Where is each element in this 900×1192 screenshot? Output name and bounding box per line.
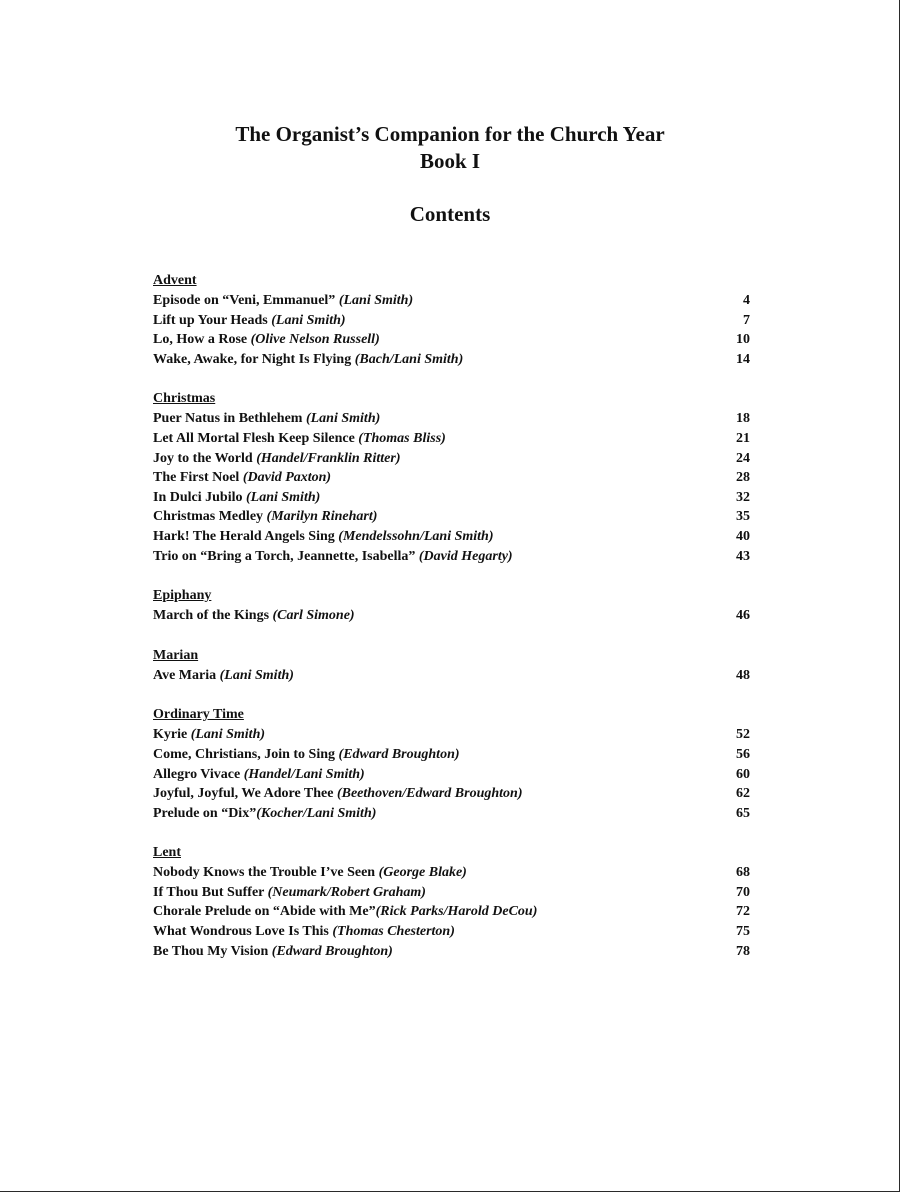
toc-section (153, 389, 750, 566)
entry-arranger: (Bach/Lani Smith) (354, 351, 464, 367)
toc-entry[interactable] (153, 468, 750, 488)
entry-title: Come, Christians, Join to Sing (153, 746, 339, 762)
toc-entry[interactable] (153, 883, 750, 903)
section-heading: Christmas (153, 391, 216, 407)
toc-entry[interactable] (153, 804, 750, 824)
entry-title: Ave Maria (153, 667, 220, 683)
toc-entry[interactable] (153, 291, 750, 311)
entry-title: March of the Kings (153, 608, 273, 624)
entry-arranger: (Marilyn Rinehart) (266, 509, 378, 525)
section-heading: Ordinary Time (153, 707, 244, 723)
entry-page-number: 24 (736, 450, 750, 466)
toc-entry[interactable] (153, 902, 750, 922)
entry-title: Kyrie (153, 727, 191, 743)
entry-name (153, 902, 537, 922)
entry-title: In Dulci Jubilo (153, 489, 246, 505)
entry-page-number: 4 (743, 293, 750, 308)
entry-name (153, 942, 393, 962)
entry-page-number: 70 (736, 884, 750, 900)
entry-name (153, 429, 446, 449)
entry-arranger: (George Blake) (378, 865, 467, 881)
entry-arranger: (Neumark/Robert Graham) (267, 884, 426, 900)
book-title: The Organist’s Companion for the Church Year (235, 122, 665, 146)
entry-arranger: (Carl Simone) (272, 608, 355, 624)
entry-arranger: (Thomas Chesterton) (332, 924, 455, 940)
toc-entry[interactable] (153, 429, 750, 449)
entry-name (153, 409, 380, 429)
entry-title: Joy to the World (153, 450, 257, 466)
entry-title: Trio on “Bring a Torch, Jeannette, Isabella” (153, 548, 419, 564)
entry-name (153, 507, 377, 527)
entry-arranger: (Thomas Bliss) (358, 430, 446, 446)
contents-heading: Contents (409, 202, 491, 226)
entry-page-number: 46 (736, 608, 750, 624)
entry-title: Be Thou My Vision (153, 943, 272, 959)
entry-page-number: 65 (736, 805, 750, 821)
entry-name (153, 488, 320, 508)
entry-name (153, 765, 365, 785)
entry-title: Episode on “Veni, Emmanuel” (153, 293, 339, 308)
entry-title: Let All Mortal Flesh Keep Silence (153, 430, 359, 446)
toc-entry[interactable] (153, 745, 750, 765)
entry-title: Allegro Vivace (153, 766, 244, 782)
entry-arranger: (Rick Parks/Harold DeCou) (375, 904, 538, 920)
section-heading: Lent (153, 845, 181, 861)
entry-title: Christmas Medley (153, 509, 267, 525)
toc-entry[interactable] (153, 725, 750, 745)
entry-name (153, 350, 463, 370)
toc-entry[interactable] (153, 350, 750, 370)
toc-entry[interactable] (153, 765, 750, 785)
entry-name (153, 666, 294, 686)
toc-entry[interactable] (153, 863, 750, 883)
entry-title: Wake, Awake, for Night Is Flying (153, 351, 355, 367)
entry-page-number: 32 (736, 489, 750, 505)
entry-title: What Wondrous Love Is This (153, 924, 333, 940)
toc-section (153, 586, 750, 626)
entry-arranger: (David Hegarty) (418, 548, 513, 564)
entry-name (153, 291, 413, 311)
entry-page-number: 62 (736, 786, 750, 802)
entry-title: Lift up Your Heads (153, 312, 272, 328)
entry-title: The First Noel (153, 470, 243, 486)
entry-title: Chorale Prelude on “Abide with Me” (153, 904, 376, 920)
section-heading: Advent (153, 273, 197, 288)
entry-arranger: (Edward Broughton) (338, 746, 460, 762)
entry-page-number: 14 (736, 351, 750, 367)
entry-page-number: 7 (743, 312, 750, 328)
section-heading: Marian (153, 647, 199, 663)
entry-page-number: 21 (736, 430, 750, 446)
entry-title: Lo, How a Rose (153, 332, 251, 348)
entry-title: Nobody Knows the Trouble I’ve Seen (153, 865, 379, 881)
entry-name (153, 449, 401, 469)
entry-arranger: (Lani Smith) (271, 312, 346, 328)
entry-page-number: 52 (736, 727, 750, 743)
entry-arranger: (Handel/Lani Smith) (243, 766, 365, 782)
toc-entry[interactable] (153, 547, 750, 567)
entry-arranger: (Lani Smith) (245, 489, 321, 505)
entry-arranger: (David Paxton) (242, 470, 332, 486)
entry-page-number: 60 (736, 766, 750, 782)
toc-entry[interactable] (153, 311, 750, 331)
entry-name (153, 527, 493, 547)
entry-page-number: 56 (736, 746, 750, 762)
entry-name (153, 863, 467, 883)
entry-page-number: 28 (736, 470, 750, 486)
toc-entry[interactable] (153, 449, 750, 469)
entry-title: Puer Natus in Bethlehem (153, 411, 306, 427)
book-volume: Book I (419, 149, 481, 173)
toc-entry[interactable] (153, 666, 750, 686)
entry-name (153, 606, 355, 626)
toc-section (153, 646, 750, 686)
entry-arranger: (Handel/Franklin Ritter) (256, 450, 401, 466)
entry-arranger: (Edward Broughton) (271, 943, 393, 959)
entry-name (153, 547, 513, 567)
entry-arranger: (Lani Smith) (190, 727, 266, 743)
entry-arranger: (Lani Smith) (305, 411, 381, 427)
entry-name (153, 883, 426, 903)
entry-name (153, 745, 460, 765)
toc-entry[interactable] (153, 330, 750, 350)
entry-page-number: 72 (736, 904, 750, 920)
entry-name (153, 922, 455, 942)
entry-arranger: (Lani Smith) (219, 667, 294, 683)
toc-entry[interactable] (153, 527, 750, 547)
section-heading: Epiphany (153, 588, 212, 604)
entry-page-number: 18 (736, 411, 750, 427)
toc-entry[interactable] (153, 488, 750, 508)
entry-arranger: (Kocher/Lani Smith) (256, 805, 377, 821)
entry-title: If Thou But Suffer (153, 884, 268, 900)
toc-entry[interactable] (153, 507, 750, 527)
entry-page-number: 43 (736, 548, 750, 564)
entry-page-number: 35 (736, 509, 750, 525)
toc-entry[interactable] (153, 922, 750, 942)
toc-entry[interactable] (153, 942, 750, 962)
entry-name (153, 725, 265, 745)
entry-page-number: 75 (736, 924, 750, 940)
entry-page-number: 40 (736, 528, 750, 544)
entry-page-number: 78 (736, 943, 750, 959)
entry-page-number: 48 (736, 667, 750, 683)
toc-section (153, 271, 750, 369)
entry-arranger: (Lani Smith) (338, 293, 414, 308)
toc-section (153, 705, 750, 823)
entry-title: Prelude on “Dix” (153, 805, 257, 821)
entry-title: Joyful, Joyful, We Adore Thee (153, 786, 337, 802)
entry-name (153, 784, 523, 804)
toc-entry[interactable] (153, 606, 750, 626)
entry-name (153, 311, 346, 331)
toc-entry[interactable] (153, 409, 750, 429)
title-block (0, 121, 900, 175)
entry-arranger: (Beethoven/Edward Broughton) (336, 786, 523, 802)
entry-title: Hark! The Herald Angels Sing (153, 528, 339, 544)
entry-name (153, 468, 331, 488)
toc-section (153, 843, 750, 961)
entry-name (153, 330, 380, 350)
entry-arranger: (Olive Nelson Russell) (250, 332, 380, 348)
toc-entry[interactable] (153, 784, 750, 804)
table-of-contents (153, 271, 750, 981)
entry-page-number: 10 (736, 332, 750, 348)
entry-arranger: (Mendelssohn/Lani Smith) (338, 528, 494, 544)
entry-name (153, 804, 376, 824)
entry-page-number: 68 (736, 865, 750, 881)
